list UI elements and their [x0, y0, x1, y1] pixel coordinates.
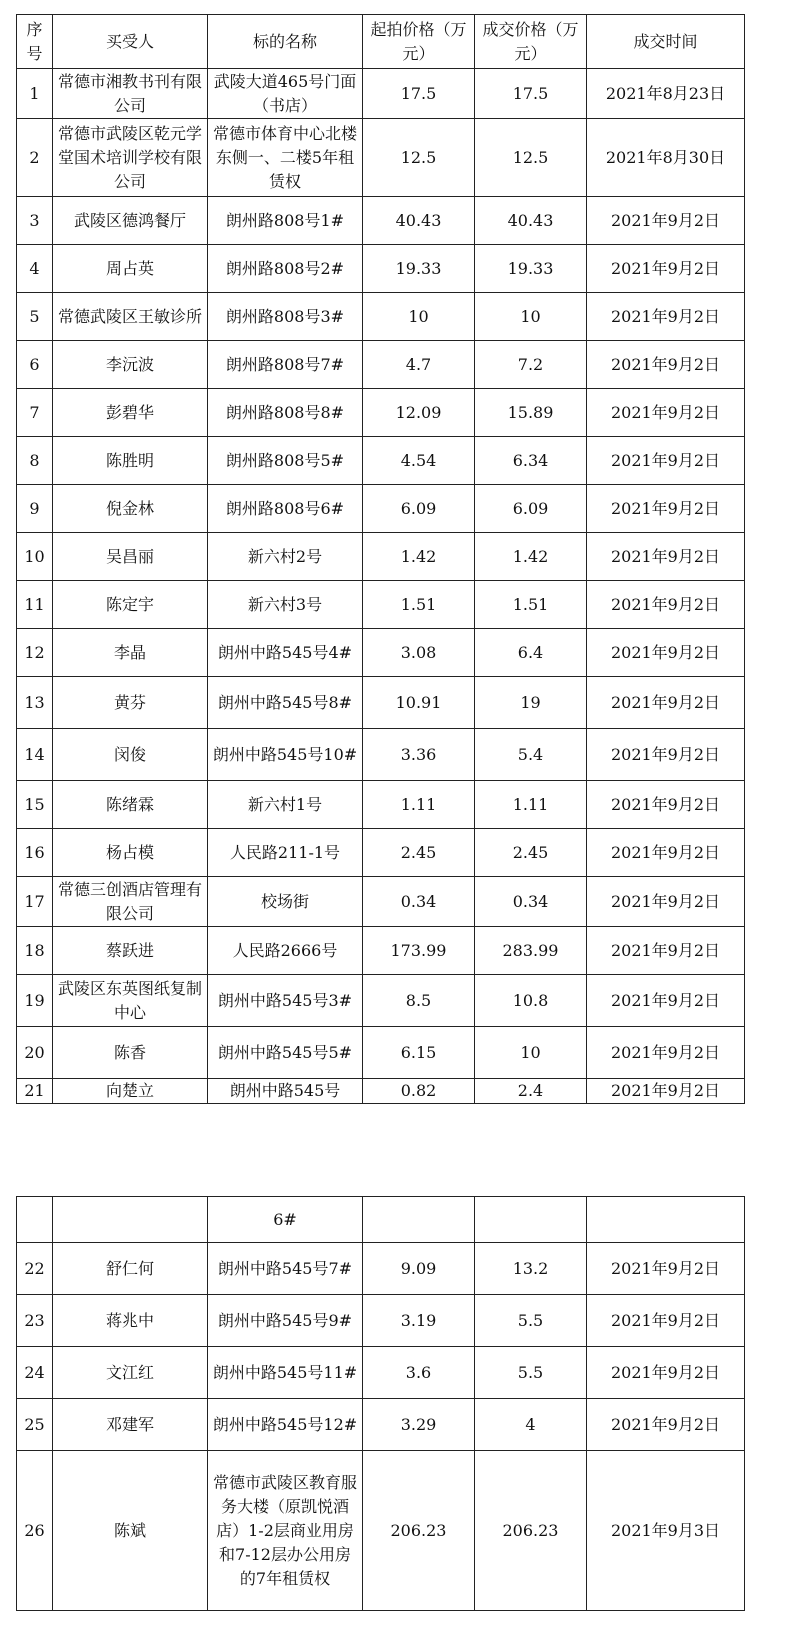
cell-deal-date: 2021年9月2日: [587, 533, 745, 581]
cell-buyer: 常德武陵区王敏诊所: [53, 293, 208, 341]
cell-deal-date: 2021年8月23日: [587, 69, 745, 119]
table-row: [17, 389, 745, 437]
table-row: [17, 533, 745, 581]
table-row: [17, 729, 745, 781]
cell-deal-price: 10: [475, 1027, 587, 1079]
cell-deal-price: 19.33: [475, 245, 587, 293]
cell-target: 常德市体育中心北楼东侧一、二楼5年租赁权: [208, 119, 363, 197]
cell-seq: 23: [17, 1295, 53, 1347]
cell-seq: [17, 1197, 53, 1243]
cell-start-price: 6.15: [363, 1027, 475, 1079]
cell-seq: 22: [17, 1243, 53, 1295]
cell-deal-price: 5.4: [475, 729, 587, 781]
cell-deal-date: 2021年9月2日: [587, 1243, 745, 1295]
cell-start-price: 3.6: [363, 1347, 475, 1399]
cell-deal-price: 15.89: [475, 389, 587, 437]
cell-deal-price: 10.8: [475, 975, 587, 1027]
cell-target: 朗州路808号8#: [208, 389, 363, 437]
cell-buyer: 武陵区东英图纸复制中心: [53, 975, 208, 1027]
cell-seq: 5: [17, 293, 53, 341]
table-row: [17, 293, 745, 341]
cell-start-price: 0.82: [363, 1079, 475, 1104]
cell-target: 朗州中路545号5#: [208, 1027, 363, 1079]
cell-target: 朗州路808号7#: [208, 341, 363, 389]
table-row: [17, 485, 745, 533]
cell-buyer: 李沅波: [53, 341, 208, 389]
table-row: [17, 629, 745, 677]
cell-target: 朗州中路545号7#: [208, 1243, 363, 1295]
table-row: [17, 245, 745, 293]
cell-buyer: 蔡跃进: [53, 927, 208, 975]
cell-buyer: 常德市湘教书刊有限公司: [53, 69, 208, 119]
cell-deal-price: 6.4: [475, 629, 587, 677]
cell-deal-price: 19: [475, 677, 587, 729]
cell-buyer: 武陵区德鸿餐厅: [53, 197, 208, 245]
cell-start-price: 3.36: [363, 729, 475, 781]
cell-deal-date: 2021年9月2日: [587, 197, 745, 245]
cell-seq: 7: [17, 389, 53, 437]
cell-start-price: 173.99: [363, 927, 475, 975]
cell-deal-price: 13.2: [475, 1243, 587, 1295]
cell-deal-price: 7.2: [475, 341, 587, 389]
cell-start-price: 10.91: [363, 677, 475, 729]
cell-target: 朗州中路545号10#: [208, 729, 363, 781]
cell-deal-price: 5.5: [475, 1295, 587, 1347]
header-start-price: 起拍价格（万元）: [363, 15, 475, 69]
cell-seq: 17: [17, 877, 53, 927]
table-row: [17, 1399, 745, 1451]
cell-buyer: 周占英: [53, 245, 208, 293]
cell-deal-date: 2021年9月2日: [587, 975, 745, 1027]
table-row: [17, 1347, 745, 1399]
cell-start-price: 10: [363, 293, 475, 341]
cell-target: 校场街: [208, 877, 363, 927]
cell-deal-date: 2021年9月2日: [587, 1295, 745, 1347]
cell-start-price: 1.42: [363, 533, 475, 581]
cell-deal-price: 12.5: [475, 119, 587, 197]
table-row: [17, 877, 745, 927]
table-row: [17, 975, 745, 1027]
cell-deal-price: [475, 1197, 587, 1243]
cell-start-price: 1.51: [363, 581, 475, 629]
cell-buyer: 黄芬: [53, 677, 208, 729]
cell-start-price: 4.54: [363, 437, 475, 485]
cell-buyer: 陈斌: [53, 1451, 208, 1611]
cell-target: 朗州中路545号8#: [208, 677, 363, 729]
cell-buyer: 彭碧华: [53, 389, 208, 437]
cell-deal-date: 2021年9月2日: [587, 581, 745, 629]
cell-buyer: [53, 1197, 208, 1243]
cell-deal-date: 2021年9月2日: [587, 293, 745, 341]
cell-deal-date: 2021年9月2日: [587, 341, 745, 389]
cell-target: 6#: [208, 1197, 363, 1243]
cell-seq: 19: [17, 975, 53, 1027]
cell-deal-date: 2021年9月2日: [587, 437, 745, 485]
cell-start-price: 0.34: [363, 877, 475, 927]
cell-target: 朗州路808号1#: [208, 197, 363, 245]
cell-deal-price: 283.99: [475, 927, 587, 975]
cell-start-price: [363, 1197, 475, 1243]
cell-buyer: 陈胜明: [53, 437, 208, 485]
cell-deal-price: 40.43: [475, 197, 587, 245]
cell-deal-date: 2021年9月2日: [587, 1399, 745, 1451]
cell-target: 朗州中路545号4#: [208, 629, 363, 677]
cell-deal-date: 2021年9月2日: [587, 1347, 745, 1399]
cell-seq: 6: [17, 341, 53, 389]
cell-target: 朗州中路545号: [208, 1079, 363, 1104]
cell-start-price: 17.5: [363, 69, 475, 119]
cell-seq: 12: [17, 629, 53, 677]
cell-deal-price: 4: [475, 1399, 587, 1451]
cell-start-price: 2.45: [363, 829, 475, 877]
cell-target: 武陵大道465号门面（书店）: [208, 69, 363, 119]
cell-buyer: 吴昌丽: [53, 533, 208, 581]
cell-start-price: 3.19: [363, 1295, 475, 1347]
cell-seq: 25: [17, 1399, 53, 1451]
cell-seq: 20: [17, 1027, 53, 1079]
cell-deal-date: 2021年9月2日: [587, 781, 745, 829]
cell-seq: 24: [17, 1347, 53, 1399]
cell-deal-price: 10: [475, 293, 587, 341]
cell-start-price: 206.23: [363, 1451, 475, 1611]
cell-target: 朗州中路545号12#: [208, 1399, 363, 1451]
cell-buyer: 常德三创酒店管理有限公司: [53, 877, 208, 927]
cell-deal-price: 0.34: [475, 877, 587, 927]
cell-buyer: 舒仁何: [53, 1243, 208, 1295]
cell-deal-date: 2021年9月3日: [587, 1451, 745, 1611]
cell-deal-date: 2021年9月2日: [587, 629, 745, 677]
cell-deal-date: 2021年9月2日: [587, 877, 745, 927]
cell-deal-date: 2021年9月2日: [587, 927, 745, 975]
cell-start-price: 1.11: [363, 781, 475, 829]
cell-deal-price: 17.5: [475, 69, 587, 119]
cell-target: 新六村2号: [208, 533, 363, 581]
cell-deal-price: 2.4: [475, 1079, 587, 1104]
header-buyer: 买受人: [53, 15, 208, 69]
cell-seq: 21: [17, 1079, 53, 1104]
cell-target: 朗州路808号5#: [208, 437, 363, 485]
cell-seq: 11: [17, 581, 53, 629]
cell-buyer: 向楚立: [53, 1079, 208, 1104]
cell-deal-date: 2021年8月30日: [587, 119, 745, 197]
cell-seq: 1: [17, 69, 53, 119]
table-row: [17, 927, 745, 975]
cell-deal-price: 2.45: [475, 829, 587, 877]
cell-seq: 8: [17, 437, 53, 485]
table-row: [17, 1451, 745, 1611]
table-row: [17, 437, 745, 485]
cell-deal-price: 6.09: [475, 485, 587, 533]
cell-seq: 26: [17, 1451, 53, 1611]
table-row: [17, 1079, 745, 1104]
table-row: [17, 829, 745, 877]
cell-target: 朗州路808号6#: [208, 485, 363, 533]
cell-start-price: 19.33: [363, 245, 475, 293]
cell-target: 朗州路808号3#: [208, 293, 363, 341]
cell-buyer: 邓建军: [53, 1399, 208, 1451]
table-row: [17, 1027, 745, 1079]
cell-target: 朗州路808号2#: [208, 245, 363, 293]
cell-target: 人民路2666号: [208, 927, 363, 975]
table-row: [17, 581, 745, 629]
auction-results-table: [16, 14, 745, 1104]
cell-buyer: 陈绪霖: [53, 781, 208, 829]
cell-start-price: 3.29: [363, 1399, 475, 1451]
header-target: 标的名称: [208, 15, 363, 69]
cell-buyer: 陈定宇: [53, 581, 208, 629]
table-row: [17, 197, 745, 245]
cell-start-price: 9.09: [363, 1243, 475, 1295]
cell-seq: 10: [17, 533, 53, 581]
cell-buyer: 文江红: [53, 1347, 208, 1399]
table-row: [17, 1295, 745, 1347]
cell-target: 新六村1号: [208, 781, 363, 829]
cell-deal-date: 2021年9月2日: [587, 1079, 745, 1104]
cell-target: 朗州中路545号3#: [208, 975, 363, 1027]
table-row: [17, 119, 745, 197]
header-seq: 序号: [17, 15, 53, 69]
cell-seq: 9: [17, 485, 53, 533]
table-row: [17, 1197, 745, 1243]
cell-deal-date: 2021年9月2日: [587, 389, 745, 437]
cell-target: 朗州中路545号9#: [208, 1295, 363, 1347]
cell-deal-price: 5.5: [475, 1347, 587, 1399]
cell-target: 常德市武陵区教育服务大楼（原凯悦酒店）1-2层商业用房和7-12层办公用房的7年租赁权: [208, 1451, 363, 1611]
table-row: [17, 781, 745, 829]
cell-buyer: 蒋兆中: [53, 1295, 208, 1347]
cell-seq: 3: [17, 197, 53, 245]
cell-deal-price: 206.23: [475, 1451, 587, 1611]
table-header-row: [17, 15, 745, 69]
auction-results-table-continued: [16, 1196, 745, 1611]
table-row: [17, 1243, 745, 1295]
cell-buyer: 陈香: [53, 1027, 208, 1079]
cell-start-price: 4.7: [363, 341, 475, 389]
cell-buyer: 常德市武陵区乾元学堂国术培训学校有限公司: [53, 119, 208, 197]
cell-buyer: 闵俊: [53, 729, 208, 781]
cell-buyer: 杨占模: [53, 829, 208, 877]
cell-deal-price: 1.42: [475, 533, 587, 581]
table-row: [17, 677, 745, 729]
cell-seq: 16: [17, 829, 53, 877]
cell-deal-date: 2021年9月2日: [587, 245, 745, 293]
cell-buyer: 李晶: [53, 629, 208, 677]
cell-seq: 14: [17, 729, 53, 781]
cell-seq: 2: [17, 119, 53, 197]
cell-deal-date: 2021年9月2日: [587, 677, 745, 729]
cell-start-price: 40.43: [363, 197, 475, 245]
cell-deal-price: 6.34: [475, 437, 587, 485]
cell-deal-date: [587, 1197, 745, 1243]
cell-deal-price: 1.11: [475, 781, 587, 829]
cell-deal-price: 1.51: [475, 581, 587, 629]
cell-start-price: 6.09: [363, 485, 475, 533]
cell-deal-date: 2021年9月2日: [587, 1027, 745, 1079]
table-row: [17, 69, 745, 119]
cell-start-price: 3.08: [363, 629, 475, 677]
cell-target: 朗州中路545号11#: [208, 1347, 363, 1399]
cell-seq: 15: [17, 781, 53, 829]
cell-start-price: 12.5: [363, 119, 475, 197]
header-deal-price: 成交价格（万元）: [475, 15, 587, 69]
cell-seq: 13: [17, 677, 53, 729]
cell-deal-date: 2021年9月2日: [587, 485, 745, 533]
cell-buyer: 倪金林: [53, 485, 208, 533]
cell-deal-date: 2021年9月2日: [587, 829, 745, 877]
cell-target: 新六村3号: [208, 581, 363, 629]
cell-start-price: 12.09: [363, 389, 475, 437]
cell-target: 人民路211-1号: [208, 829, 363, 877]
cell-seq: 4: [17, 245, 53, 293]
header-deal-date: 成交时间: [587, 15, 745, 69]
table-row: [17, 341, 745, 389]
cell-seq: 18: [17, 927, 53, 975]
cell-deal-date: 2021年9月2日: [587, 729, 745, 781]
cell-start-price: 8.5: [363, 975, 475, 1027]
